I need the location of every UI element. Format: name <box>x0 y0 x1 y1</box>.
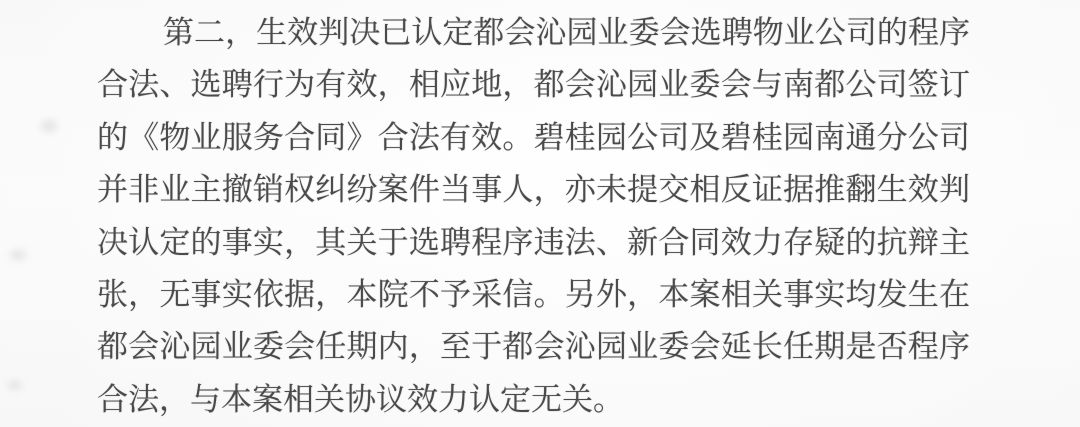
scan-smudge <box>6 246 30 264</box>
text-line-4: 并非业主撤销权纠纷案件当事人，亦未提交相反证据推翻生效判 <box>97 172 970 208</box>
judgment-paragraph <box>97 7 970 426</box>
text-line-2: 合法、选聘行为有效，相应地，都会沁园业委会与南都公司签订 <box>97 67 970 103</box>
text-line-3: 的《物业服务合同》合法有效。碧桂园公司及碧桂园南通分公司 <box>97 119 970 155</box>
text-line-7: 都会沁园业委会任期内，至于都会沁园业委会延长任期是否程序 <box>97 329 970 365</box>
text-line-1: 第二，生效判决已认定都会沁园业委会选聘物业公司的程序 <box>163 15 970 50</box>
scan-smudge <box>36 116 62 136</box>
text-line-8: 合法，与本案相关协议效力认定无关。 <box>97 381 624 417</box>
scan-smudge <box>4 377 26 393</box>
text-line-6: 张，无事实依据，本院不予采信。另外，本案相关事实均发生在 <box>97 276 970 312</box>
text-line-5: 决认定的事实，其关于选聘程序违法、新合同效力存疑的抗辩主 <box>97 224 970 260</box>
